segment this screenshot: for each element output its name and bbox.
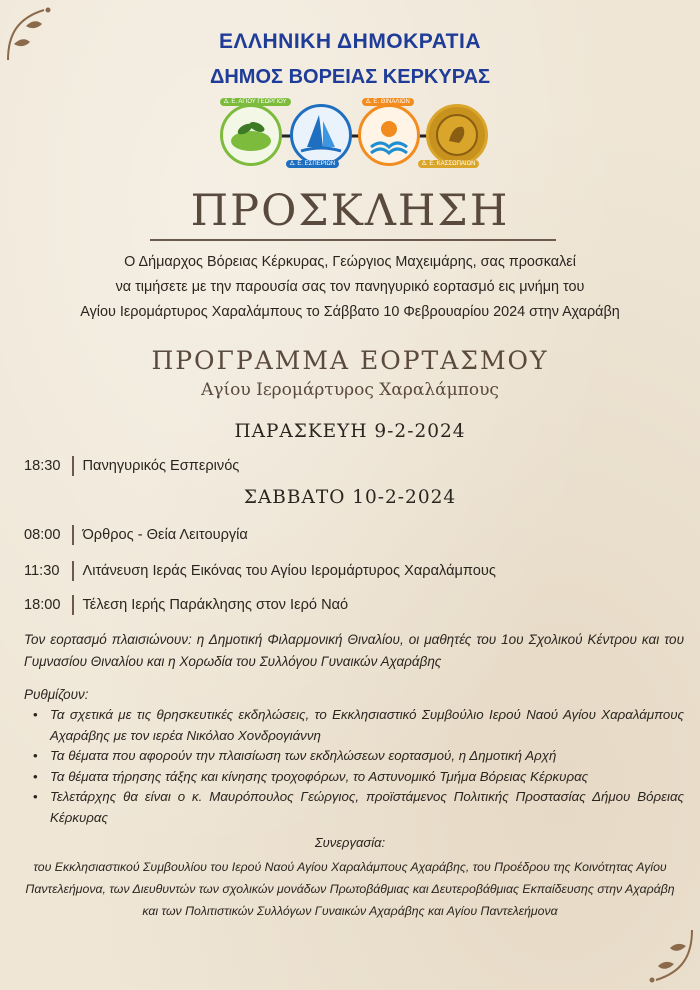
framing-text: Τον εορτασμό πλαισιώνουν: η Δημοτική Φιλαρμονική Θιναλίου, οι μαθητές του 1ου Σχολικού Κέντρου και του Γυμνασίου Θιναλίου και η Χορωδία του Συλλόγου Γυναικών Αχαράβης <box>24 632 684 669</box>
event-text: Λιτάνευση Ιεράς Εικόνας του Αγίου Ιερομάρτυρος Χαραλάμπους <box>82 563 496 579</box>
intro-line: Αγίου Ιερομάρτυρος Χαραλάμπους το Σάββατο 10 Φεβρουαρίου 2024 στην Αχαράβη <box>80 304 620 320</box>
logo-label: Δ. Ε. ΕΣΠΕΡΙΩΝ <box>286 160 339 168</box>
olive-logo-icon <box>220 104 282 166</box>
list-item: • Τα θέματα που αφορούν την πλαισίωση των εκδηλώσεων εορτασμού, η Δημοτική Αρχή <box>24 746 684 767</box>
coin-logo-icon <box>426 104 488 166</box>
event-time: 18:00 <box>24 597 61 613</box>
logo-label: Δ. Ε. ΚΑΣΣΩΠΑΙΩΝ <box>418 160 479 168</box>
intro-text <box>0 250 700 325</box>
event-divider <box>72 456 74 476</box>
intro-line: να τιμήσετε με την παρουσία σας τον πανηγυρικό εορτασμό εις μνήμη του <box>115 279 585 295</box>
program-event <box>24 524 248 546</box>
corner-ornament-icon <box>636 926 696 986</box>
event-time: 11:30 <box>24 563 60 579</box>
title-divider <box>150 239 556 241</box>
intro-line: Ο Δήμαρχος Βόρειας Κέρκυρας, Γεώργιος Μαχειμάρης, σας προσκαλεί <box>124 254 576 270</box>
list-item: • Τα θέματα τήρησης τάξης και κίνησης τροχοφόρων, το Αστυνομικό Τμήμα Βόρειας Κέρκυρας <box>24 767 684 788</box>
day-heading: ΠΑΡΑΣΚΕΥΗ 9-2-2024 <box>234 421 466 442</box>
event-divider <box>72 525 74 545</box>
event-time: 18:30 <box>24 458 61 474</box>
event-text: Όρθρος - Θεία Λειτουργία <box>82 527 248 543</box>
regulate-label: Ρυθμίζουν: <box>24 687 89 702</box>
logo-label: Δ. Ε. ΘΙΝΑΛΙΩΝ <box>362 98 414 106</box>
event-time: 08:00 <box>24 527 61 543</box>
event-divider <box>72 595 74 615</box>
program-event <box>24 594 348 616</box>
municipality-logos <box>212 98 492 170</box>
collab-label: Συνεργασία: <box>314 835 386 850</box>
program-title: ΠΡΟΓΡΑΜΜΑ ΕΟΡΤΑΣΜΟΥ <box>151 346 549 375</box>
collab-text: του Εκκλησιαστικού Συμβουλίου του Ιερού Ναού Αγίου Χαραλάμπους Αχαράβης, του Προέδρου της Κοινότητας Αγίου Παντελεήμονα, των Διευθυντών των σχολικών μονάδων Πρωτοβάθμιας και Δευτεροβάθμιας Εκπαίδευσης στην Αχαράβη και των Πολιτιστικών Συλλόγων Γυναικών Αχαράβης και Αγίου Παντελεήμονα <box>25 860 675 918</box>
regulate-list <box>24 705 684 828</box>
event-text: Τέλεση Ιερής Παράκλησης στον Ιερό Ναό <box>82 597 349 613</box>
logo-label: Δ. Ε. ΑΓΙΟΥ ΓΕΩΡΓΙΟΥ <box>220 98 291 106</box>
event-text: Πανηγυρικός Εσπερινός <box>82 458 240 474</box>
header-republic: ΕΛΛΗΝΙΚΗ ΔΗΜΟΚΡΑΤΙΑ <box>218 30 482 53</box>
list-item: • Τελετάρχης θα είναι ο κ. Μαυρόπουλος Γεώργιος, προϊστάμενος Πολιτικής Προστασίας Δήμου Βόρειας Κέρκυρας <box>24 787 684 828</box>
header-municipality: ΔΗΜΟΣ ΒΟΡΕΙΑΣ ΚΕΡΚΥΡΑΣ <box>209 66 491 88</box>
page-title: ΠΡΟΣΚΛΗΣΗ <box>190 186 510 236</box>
list-item: • Τα σχετικά με τις θρησκευτικές εκδηλώσεις, το Εκκλησιαστικό Συμβούλιο Ιερού Ναού Αγίου Χαραλάμπους Αχαράβης με τον ιερέα Νικόλαο Χονδρογιάννη <box>24 705 684 746</box>
bird-logo-icon <box>358 104 420 166</box>
event-divider <box>72 561 74 581</box>
day-heading: ΣΑΒΒΑΤΟ 10-2-2024 <box>243 487 457 508</box>
program-event <box>24 455 239 477</box>
program-event <box>24 560 496 582</box>
sail-logo-icon <box>290 104 352 166</box>
program-subtitle: Αγίου Ιερομάρτυρος Χαραλάμπους <box>201 380 499 400</box>
